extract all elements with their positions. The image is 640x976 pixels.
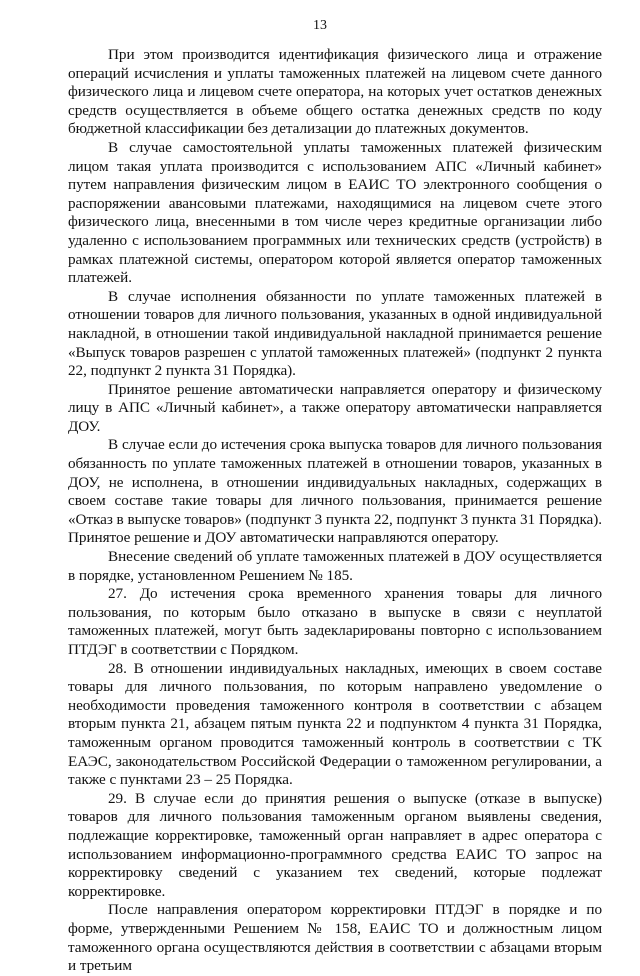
paragraph: При этом производится идентификация физического лица и отражение операций исчисления и уплаты таможенных платежей на лицевом счете данного физического лица и лицевом счете оператора, на которых учет остатков денежных средств осуществляется в объеме общего остатка денежных средств по коду бюджетной классификации без детализации до платежных документов. (68, 46, 602, 138)
paragraph: Внесение сведений об уплате таможенных платежей в ДОУ осуществляется в порядке, установленном Решением № 185. (68, 548, 602, 584)
paragraph-item-28: 28. В отношении индивидуальных накладных, имеющих в своем составе товары для личного пользования, по которым направлено уведомление о необходимости проведения таможенного контроля в соответствии с абзацем вторым пункта 21, абзацем пятым пункта 22 и подпунктом 4 пункта 31 Порядка, таможенным органом проводится таможенный контроль в соответствии с ТК ЕАЭС, законодательством Российской Федерации о таможенном регулировании, а также с пунктами 23 – 25 Порядка. (68, 659, 602, 789)
body-text (68, 46, 602, 976)
paragraph-item-29: 29. В случае если до принятия решения о выпуске (отказе в выпуске) товаров для личного пользования таможенным органом выявлены сведения, подлежащие корректировке, таможенный орган направляет в адрес оператора с использованием информационно-программного средства ЕАИС ТО запрос на корректировку сведений с указанием тех сведений, которые подлежат корректировке. (68, 789, 602, 900)
paragraph: В случае исполнения обязанности по уплате таможенных платежей в отношении товаров для личного пользования, указанных в одной индивидуальной накладной, в отношении такой индивидуальной накладной принимается решение «Выпуск товаров разрешен с уплатой таможенных платежей» (подпункт 2 пункта 22, подпункт 2 пункта 31 Порядка). (68, 287, 602, 380)
page-number: 13 (313, 18, 327, 33)
paragraph: В случае самостоятельной уплаты таможенных платежей физическим лицом такая уплата производится с использованием АПС «Личный кабинет» путем направления физическим лицом в ЕАИС ТО электронного сообщения о распоряжении авансовыми платежами, находящимися на лицевом счете этого физического лица, внесенными в том числе через кредитные организации либо удаленно с использованием программных или технических средств (устройств) в рамках платежной системы, оператором которой является оператор таможенных платежей. (68, 138, 602, 287)
paragraph: После направления оператором корректировки ПТДЭГ в порядке и по форме, утвержденными Решением № 158, ЕАИС ТО и должностным лицом таможенного органа осуществляются действия в соответствии с абзацами вторым и третьим (68, 901, 602, 975)
paragraph: Принятое решение автоматически направляется оператору и физическому лицу в АПС «Личный кабинет», а также оператору автоматически направляется ДОУ. (68, 380, 602, 435)
paragraph: В случае если до истечения срока выпуска товаров для личного пользования обязанность по уплате таможенных платежей в отношении товаров, указанных в ДОУ, не исполнена, в отношении индивидуальных накладных, содержащих в своем составе такие товары для личного пользования, принимается решение «Отказ в выпуске товаров» (подпункт 3 пункта 22, подпункт 3 пункта 31 Порядка). Принятое решение и ДОУ автоматически направляются оператору. (68, 436, 602, 547)
paragraph-item-27: 27. До истечения срока временного хранения товары для личного пользования, по которым было отказано в выпуске в связи с неуплатой таможенных платежей, могут быть задекларированы повторно с использованием ПТДЭГ в соответствии с Порядком. (68, 585, 602, 658)
